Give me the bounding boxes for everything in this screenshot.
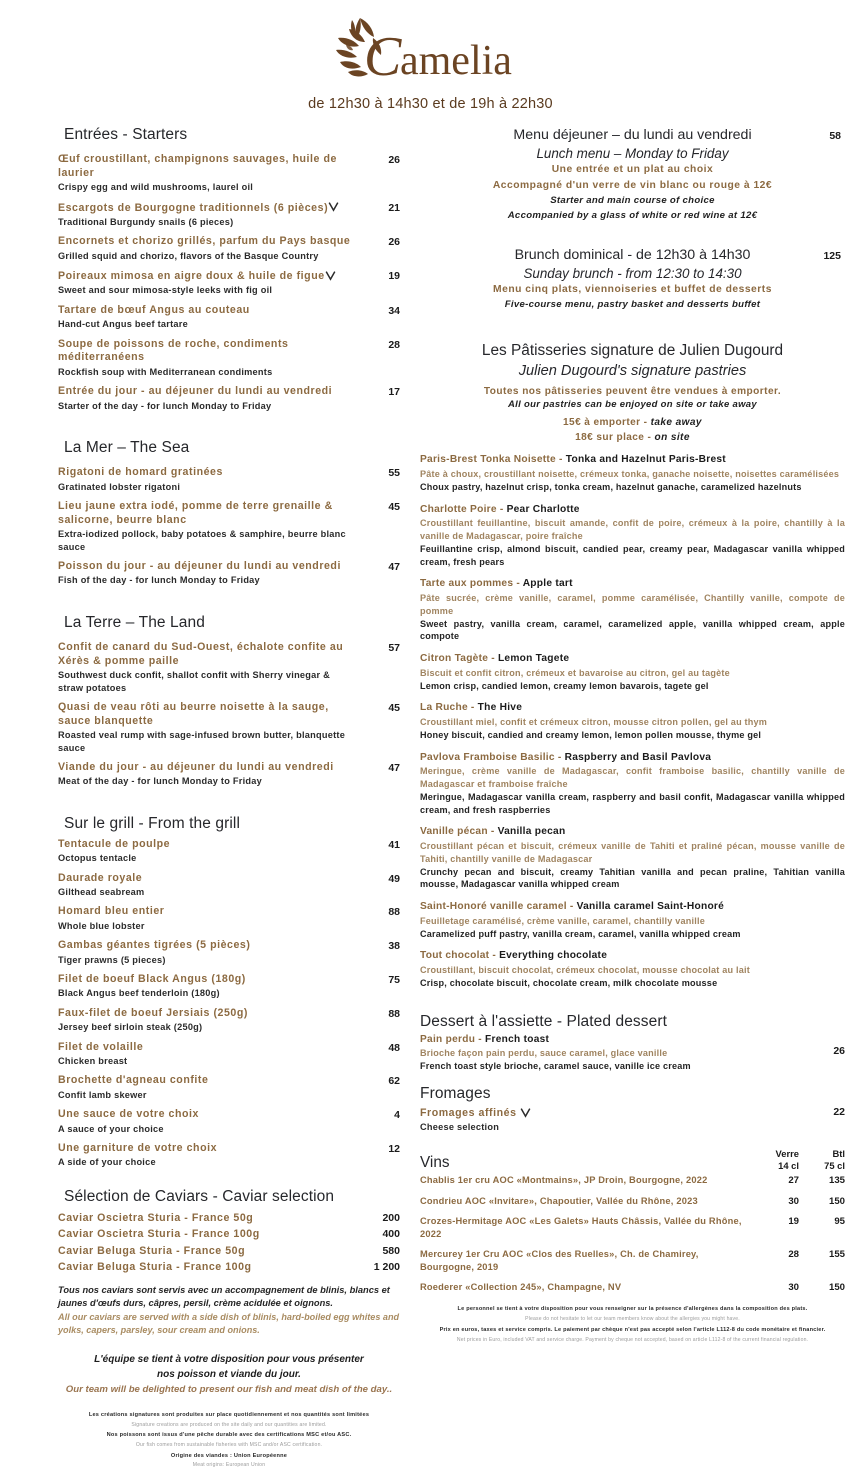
menu-item-name-fr: Une sauce de votre choix	[58, 1108, 199, 1121]
dessert-block	[420, 1013, 845, 1073]
pastry-desc-fr: Pâte à choux, croustillant noisette, crémeux tonka, ganache noisette, noisettes caramélisées	[420, 468, 840, 479]
dessert-name-fr: Pain perdu -	[420, 1033, 486, 1045]
pastry-desc-en: Lemon crisp, candied lemon, creamy lemon bavarois, tagete gel	[420, 680, 709, 691]
wines-col-bottle-size: 75 cl	[824, 1159, 845, 1171]
lunch-menu-sub-fr-2: Accompagné d'un verre de vin blanc ou rouge à 12€	[492, 180, 773, 192]
menu-item-name-fr: Filet de volaille	[58, 1040, 144, 1053]
menu-item-name-en: Octopus tentacle	[58, 853, 137, 864]
menu-item-name-fr: Gambas géantes tigrées (5 pièces)	[58, 939, 251, 952]
pastries-list	[420, 453, 845, 989]
menu-item-price: 47	[388, 560, 400, 573]
menu-item-price: 38	[388, 940, 400, 953]
caviar-row	[58, 1211, 400, 1226]
pastry-title: Paris-Brest Tonka Noisette - Tonka and Hazelnut Paris-Brest	[420, 454, 726, 466]
lunch-menu-title-en: Lunch menu – Monday to Friday	[536, 145, 729, 161]
menu-item-name-fr: Filet de boeuf Black Angus (180g)	[58, 972, 246, 985]
menu-item-price: 57	[388, 641, 400, 654]
pastries-heading-en: Julien Dugourd's signature pastries	[518, 362, 747, 379]
camelia-logo-icon	[316, 12, 546, 88]
menu-item-name-en: Sweet and sour mimosa-style leeks with fig oil	[58, 285, 273, 296]
menu-item	[58, 385, 400, 412]
pastry-title: Citron Tagète - Lemon Tagete	[420, 653, 570, 665]
menu-item-name-en: A sauce of your choice	[58, 1123, 164, 1134]
svg-text:amelia: amelia	[399, 38, 512, 84]
wines-list	[420, 1174, 845, 1294]
caviar-note-fr: Tous nos caviars sont servis avec un accompagnement de blinis, blancs et jaunes d'œufs durs, câpres, persil, crème acidulée et oignons.	[58, 1285, 390, 1309]
menu-item	[58, 304, 400, 331]
legal-note-fr: Les créations signatures sont produites sur place quotidiennement et nos quantités sont limitées	[88, 1412, 370, 1419]
menu-item-name-en: Southwest duck confit, shallot confit with Sherry vinegar & straw potatoes	[58, 670, 331, 693]
menu-item-name-fr: Encornets et chorizo grillés, parfum du Pays basque	[58, 235, 351, 248]
pastry-desc-fr: Pâte sucrée, crème vanille, caramel, pomme caramélisée, Chantilly vanille, compote de pomme	[420, 592, 845, 616]
menu-columns	[0, 112, 861, 1471]
lunch-menu-title-fr: Menu déjeuner – du lundi au vendredi	[513, 127, 752, 143]
pastry-desc-fr: Croustillant, biscuit chocolat, crémeux chocolat, mousse chocolat au lait	[420, 964, 750, 975]
menu-item-price: 12	[388, 1142, 400, 1155]
dessert-desc-fr: Brioche façon pain perdu, sauce caramel, glace vanille	[420, 1048, 668, 1059]
pastries-note-fr: Toutes nos pâtisseries peuvent être vendues à emporter.	[483, 386, 782, 398]
menu-item	[58, 500, 400, 553]
menu-item	[58, 1108, 400, 1135]
menu-item-name-fr: Soupe de poissons de roche, condiments méditerranéens	[58, 337, 289, 364]
dessert-price: 26	[833, 1044, 845, 1057]
wine-row	[420, 1195, 845, 1208]
brunch-title-en: Sunday brunch - from 12:30 to 14:30	[523, 265, 742, 281]
menu-item	[58, 1142, 400, 1169]
brunch-block	[420, 246, 845, 313]
wine-price-glass: 30	[788, 1282, 799, 1294]
menu-item	[58, 641, 400, 694]
caviar-name: Caviar Oscietra Sturia - France 50g	[58, 1211, 254, 1224]
menu-item	[58, 939, 400, 966]
menu-item-name-en: Hand-cut Angus beef tartare	[58, 319, 188, 330]
wine-name: Roederer «Collection 245», Champagne, NV	[420, 1282, 622, 1293]
menu-item-price: 45	[388, 701, 400, 714]
caviar-row	[58, 1244, 400, 1259]
pastry-item	[420, 577, 845, 643]
payment-note-fr: Prix en euros, taxes et service compris. Le paiement par chèque n'est pas accepté selon l'article L112-8 du code monétaire et financier.	[439, 1326, 826, 1333]
pastry-title: Tarte aux pommes - Apple tart	[420, 578, 573, 590]
menu-item-name-fr: Tartare de bœuf Angus au couteau	[58, 303, 250, 316]
wine-name: Crozes-Hermitage AOC «Les Galets» Hauts Châssis, Vallée du Rhône, 2022	[420, 1216, 742, 1239]
pastry-title: Charlotte Poire - Pear Charlotte	[420, 503, 580, 515]
menu-header	[0, 0, 861, 112]
wine-name: Condrieu AOC «Invitare», Chapoutier, Vallée du Rhône, 2023	[420, 1195, 698, 1206]
team-note-line3: Our team will be delighted to present our fish and meat dish of the day..	[65, 1384, 393, 1396]
menu-item-name-fr: Une garniture de votre choix	[58, 1141, 218, 1154]
legal-note-fr: Nos poissons sont issus d'une pêche durable avec des certifications MSC et/ou ASC.	[106, 1432, 352, 1439]
pastry-title: Saint-Honoré vanille caramel - Vanilla caramel Saint-Honoré	[420, 901, 725, 913]
pastry-desc-en: Caramelized puff pastry, vanilla cream, caramel, vanilla whipped cream	[420, 928, 741, 939]
wines-col-glass-label: Verre	[775, 1147, 799, 1159]
right-column	[400, 126, 861, 1471]
restaurant-logo	[0, 10, 861, 88]
wines-block	[420, 1148, 845, 1294]
wine-price-glass: 30	[788, 1195, 799, 1207]
menu-item-name-fr: Quasi de veau rôti au beurre noisette à la sauge, sauce blanquette	[58, 700, 329, 727]
menu-item-price: 21	[388, 201, 400, 214]
pastry-desc-en: Crunchy pecan and biscuit, creamy Tahitian vanilla and pecan praline, Tahitian vanilla mousse, Madagascar vanilla whipped cream	[420, 866, 845, 890]
pastries-block	[420, 341, 845, 989]
section-heading-sea: La Mer – The Sea	[64, 439, 190, 457]
svg-text:C: C	[363, 26, 401, 88]
menu-item-name-fr: Poisson du jour - au déjeuner du lundi au vendredi	[58, 559, 341, 572]
section-heading-wines: Vins	[420, 1154, 450, 1172]
lunch-menu-sub-fr-1: Une entrée et un plat au choix	[551, 164, 714, 176]
cheese-name-fr-text: Fromages affinés	[420, 1106, 517, 1119]
sea-list	[58, 466, 400, 587]
menu-item-price: 75	[388, 973, 400, 986]
menu-item-name-fr: Poireaux mimosa en aigre doux & huile de figue	[58, 269, 352, 284]
menu-item-name-fr: Daurade royale	[58, 871, 143, 884]
pastry-desc-fr: Feuilletage caramélisé, crème vanille, caramel, chantilly vanille	[420, 915, 705, 926]
menu-item	[58, 838, 400, 865]
section-heading-starters: Entrées - Starters	[64, 126, 188, 143]
caviar-price: 200	[382, 1211, 400, 1224]
pastry-desc-en: Sweet pastry, vanilla cream, caramel, caramelized apple, vanilla whipped cream, apple compote	[420, 618, 845, 642]
menu-item-price: 26	[388, 154, 400, 166]
menu-item	[58, 201, 400, 229]
pastry-item	[420, 825, 845, 891]
menu-item-price: 62	[388, 1075, 400, 1088]
menu-item-name-en: Rockfish soup with Mediterranean condiments	[58, 366, 273, 377]
pastries-price-takeaway-amount: 15€ à emporter -	[563, 417, 651, 429]
caviar-row	[58, 1260, 400, 1275]
menu-item-name-fr: Faux-filet de boeuf Jersiais (250g)	[58, 1006, 248, 1019]
wines-col-bottle	[799, 1148, 845, 1172]
menu-item-name-en: Meat of the day - for lunch Monday to Friday	[58, 776, 262, 787]
wines-col-glass-size: 14 cl	[778, 1159, 799, 1171]
pastries-price-onsite-label: on site	[654, 432, 690, 444]
pastry-desc-fr: Biscuit et confit citron, crémeux et bavaroise au citron, gel au tagète	[420, 667, 730, 678]
menu-item	[58, 1007, 400, 1034]
caviar-price: 580	[382, 1244, 400, 1257]
menu-item-price: 45	[388, 500, 400, 513]
menu-item-name-en: Gratinated lobster rigatoni	[58, 481, 181, 492]
payment-note-en: Net prices in Euro, included VAT and service charge. Payment by cheque not accepted, based on article L112-8 of the current financial regulation.	[456, 1336, 809, 1343]
legal-note-en: Meat origins: European Union	[192, 1462, 266, 1469]
wines-col-bottle-label: Btl	[832, 1147, 845, 1159]
wine-price-bottle: 155	[828, 1249, 845, 1261]
pastry-item	[420, 701, 845, 741]
menu-item	[58, 872, 400, 899]
menu-item-name-en: Whole blue lobster	[58, 920, 145, 931]
caviar-name: Caviar Beluga Sturia - France 50g	[58, 1244, 246, 1257]
pastry-desc-fr: Croustillant miel, confit et crémeux citron, mousse citron pollen, gel au thym	[420, 716, 768, 727]
pastries-price-onsite-amount: 18€ sur place -	[575, 432, 655, 444]
wine-price-glass: 19	[788, 1216, 799, 1228]
dessert-row	[420, 1033, 845, 1073]
section-heading-dessert: Dessert à l'assiette - Plated dessert	[420, 1012, 668, 1030]
right-footer	[420, 1304, 845, 1346]
section-heading-grill: Sur le grill - From the grill	[64, 814, 241, 832]
menu-item-name-en: Roasted veal rump with sage-infused brown butter, blanquette sauce	[58, 730, 346, 753]
menu-item-name-fr: Entrée du jour - au déjeuner du lundi au vendredi	[58, 385, 333, 398]
pastry-item	[420, 900, 845, 940]
cheese-name-fr	[420, 1106, 801, 1121]
caviar-price: 1 200	[373, 1261, 400, 1274]
pastry-title: La Ruche - The Hive	[420, 702, 523, 714]
pastry-desc-fr: Croustillant pécan et biscuit, crémeux vanille de Tahiti et praliné pécan, mousse vanille de Tahiti, chantilly vanille de Madagascar	[420, 840, 845, 864]
wine-price-bottle: 150	[828, 1282, 845, 1294]
menu-item	[58, 1041, 400, 1068]
menu-item-name-en: Starter of the day - for lunch Monday to Friday	[58, 400, 272, 411]
pastries-heading-fr: Les Pâtisseries signature de Julien Dugourd	[481, 342, 784, 360]
cheese-block	[420, 1085, 845, 1134]
land-list	[58, 641, 400, 788]
caviar-name: Caviar Oscietra Sturia - France 100g	[58, 1228, 260, 1241]
menu-item-price: 17	[388, 386, 400, 399]
menu-item-price: 34	[388, 304, 400, 317]
left-column	[0, 126, 400, 1471]
brunch-title-fr: Brunch dominical - de 12h30 à 14h30	[514, 247, 751, 264]
grill-list	[58, 838, 400, 1169]
lunch-menu-price: 58	[829, 130, 841, 142]
caviar-note	[58, 1284, 400, 1337]
left-footer	[58, 1353, 400, 1471]
caviar-list	[58, 1211, 400, 1275]
wine-name: Chablis 1er cru AOC «Montmains», JP Droin, Bourgogne, 2022	[420, 1175, 708, 1186]
brunch-sub-fr: Menu cinq plats, viennoiseries et buffet de desserts	[493, 284, 772, 296]
opening-hours: de 12h30 à 14h30 et de 19h à 22h30	[308, 96, 553, 112]
cheese-row	[420, 1106, 845, 1134]
menu-item-price: 19	[388, 270, 400, 283]
team-note-line2: nos poisson et viande du jour.	[157, 1368, 301, 1380]
menu-item	[58, 1074, 400, 1101]
menu-item-name-fr: Tentacule de poulpe	[58, 837, 171, 850]
caviar-name: Caviar Beluga Sturia - France 100g	[58, 1261, 252, 1274]
menu-item	[58, 269, 400, 297]
menu-item-name-en: Black Angus beef tenderloin (180g)	[58, 988, 220, 999]
menu-item	[58, 466, 400, 493]
pastry-title: Vanille pécan - Vanilla pecan	[420, 826, 566, 838]
wine-row	[420, 1174, 845, 1187]
menu-item	[58, 560, 400, 587]
menu-item-price: 88	[388, 906, 400, 919]
wine-row	[420, 1215, 845, 1240]
menu-item	[58, 905, 400, 932]
menu-item-name-fr: Lieu jaune extra iodé, pomme de terre grenaille & salicorne, beurre blanc	[58, 499, 333, 526]
pastries-price-onsite	[420, 432, 845, 443]
menu-item-name-en: Jersey beef sirloin steak (250g)	[58, 1022, 203, 1033]
menu-item-name-en: Traditional Burgundy snails (6 pieces)	[58, 217, 234, 228]
wine-name: Mercurey 1er Cru AOC «Clos des Ruelles», Ch. de Chamirey, Bourgogne, 2019	[420, 1249, 699, 1272]
pastry-desc-fr: Meringue, crème vanille de Madagascar, confit framboise basilic, chantilly vanille de Madagascar et framboise fraîche	[420, 765, 845, 789]
caviar-note-en: All our caviars are served with a side dish of blinis, hard-boiled egg whites and yolks, capers, parsley, sour cream and onions.	[58, 1312, 400, 1336]
menu-item-name-en: Crispy egg and wild mushrooms, laurel oil	[58, 182, 254, 193]
wine-row	[420, 1248, 845, 1273]
menu-item-name-en: Tiger prawns (5 pieces)	[58, 954, 166, 965]
caviar-price: 400	[382, 1228, 400, 1241]
menu-item-name-fr: Viande du jour - au déjeuner du lundi au vendredi	[58, 760, 334, 773]
allergen-note-en: Please do not hesitate to let our team members know about the allergies you might have.	[525, 1315, 740, 1322]
brunch-price: 125	[823, 250, 841, 263]
menu-item-name-en: Extra-iodized pollock, baby potatoes & samphire, beurre blanc sauce	[58, 529, 346, 552]
pastries-price-takeaway	[420, 417, 845, 428]
pastry-title: Pavlova Framboise Basilic - Raspberry and Basil Pavlova	[420, 751, 712, 763]
section-heading-caviar: Sélection de Caviars - Caviar selection	[64, 1187, 335, 1205]
dessert-name-en: French toast	[485, 1033, 550, 1045]
menu-item	[58, 338, 400, 379]
section-heading-land: La Terre – The Land	[64, 613, 205, 631]
legal-note-en: Signature creations are produced on the site daily and our quantities are limited.	[131, 1421, 327, 1428]
cheese-price: 22	[833, 1106, 845, 1118]
menu-item-price: 48	[388, 1041, 400, 1054]
wine-price-bottle: 95	[834, 1216, 845, 1228]
pastry-item	[420, 652, 845, 692]
pastry-title: Tout chocolat - Everything chocolate	[420, 950, 608, 962]
pastry-item	[420, 503, 845, 569]
menu-item	[58, 761, 400, 788]
menu-item-price: 49	[388, 872, 400, 885]
pastries-note-en: All our pastries can be enjoyed on site or take away	[508, 399, 757, 411]
legal-note-en: Our fish comes from sustainable fisheries with MSC and/or ASC certification.	[135, 1442, 323, 1449]
menu-item	[58, 235, 400, 262]
brunch-sub-en: Five-course menu, pastry basket and desserts buffet	[504, 299, 761, 311]
menu-item	[58, 701, 400, 754]
menu-item-price: 88	[388, 1007, 400, 1020]
team-note-line1: L'équipe se tient à votre disposition pour vous présenter	[94, 1354, 364, 1366]
pastry-desc-en: Feuillantine crisp, almond biscuit, candied pear, creamy pear, Madagascar vanilla whipped cream, fresh pears	[420, 543, 845, 567]
starters-list	[58, 153, 400, 412]
wine-price-glass: 28	[788, 1249, 799, 1261]
vegetarian-icon	[520, 1106, 536, 1120]
cheese-name-en: Cheese selection	[420, 1122, 500, 1133]
menu-item-name-fr: Brochette d'agneau confite	[58, 1074, 209, 1087]
vegetarian-icon	[328, 201, 344, 215]
menu-item-name-en: Gilthead seabream	[58, 887, 145, 898]
lunch-menu-block	[420, 126, 845, 224]
wines-header	[420, 1148, 845, 1172]
vegetarian-icon	[325, 269, 341, 283]
pastry-item	[420, 751, 845, 817]
menu-item-price: 47	[388, 761, 400, 774]
pastry-desc-en: Honey biscuit, candied and creamy lemon, lemon pollen mousse, thyme gel	[420, 729, 762, 740]
menu-item-name-en: A side of your choice	[58, 1157, 156, 1168]
pastry-desc-en: Crisp, chocolate biscuit, chocolate cream, milk chocolate mousse	[420, 977, 718, 988]
dessert-desc-en: French toast style brioche, caramel sauce, vanille ice cream	[420, 1061, 691, 1072]
legal-notes	[64, 1410, 394, 1471]
wine-price-glass: 27	[788, 1175, 799, 1187]
dessert-name	[420, 1033, 801, 1048]
menu-item-price: 4	[394, 1109, 400, 1122]
wines-col-glass	[753, 1148, 799, 1172]
pastry-item	[420, 949, 845, 989]
menu-item-name-en: Chicken breast	[58, 1056, 128, 1066]
wine-price-bottle: 135	[828, 1175, 845, 1187]
menu-item	[58, 973, 400, 1000]
section-heading-cheese: Fromages	[420, 1085, 491, 1102]
pastry-item	[420, 453, 845, 493]
menu-item-name-en: Confit lamb skewer	[58, 1089, 147, 1100]
pastries-price-takeaway-label: take away	[650, 417, 702, 429]
menu-item-price: 28	[388, 338, 400, 351]
menu-item-name-fr: Rigatoni de homard gratinées	[58, 466, 223, 479]
caviar-row	[58, 1227, 400, 1242]
pastry-desc-fr: Croustillant feuillantine, biscuit amande, confit de poire, crémeux à la poire, chantilly à la vanille de Madagascar, poire fraîche	[420, 517, 845, 541]
wine-row	[420, 1281, 845, 1294]
allergen-note-fr: Le personnel se tient à votre disposition pour vous renseigner sur la présence d'allergènes dans la composition des plats.	[457, 1305, 808, 1312]
pastry-desc-en: Meringue, Madagascar vanilla cream, raspberry and basil confit, Madagascar vanilla whipped cream, and fresh raspberries	[420, 791, 845, 815]
pastry-desc-en: Choux pastry, hazelnut crisp, tonka cream, hazelnut ganache, caramelized hazelnuts	[420, 481, 802, 492]
menu-item-name-fr: Escargots de Bourgogne traditionnels (6 pièces)	[58, 201, 352, 216]
lunch-menu-sub-en-2: Accompanied by a glass of white or red wine at 12€	[507, 210, 758, 222]
menu-item	[58, 153, 400, 194]
menu-item-price: 26	[388, 236, 400, 249]
menu-item-name-en: Fish of the day - for lunch Monday to Friday	[58, 575, 260, 586]
menu-item-name-fr: Homard bleu entier	[58, 905, 165, 918]
menu-item-name-fr: Œuf croustillant, champignons sauvages, huile de laurier	[58, 153, 337, 179]
lunch-menu-sub-en-1: Starter and main course of choice	[550, 195, 715, 207]
legal-note-fr: Origine des viandes : Union Européenne	[170, 1452, 288, 1459]
menu-item-name-en: Grilled squid and chorizo, flavors of the Basque Country	[58, 250, 319, 261]
menu-item-price: 55	[388, 467, 400, 480]
wine-price-bottle: 150	[828, 1195, 845, 1207]
menu-item-price: 41	[388, 838, 400, 851]
menu-item-name-fr: Confit de canard du Sud-Ouest, échalote confite au Xérès & pomme paille	[58, 640, 344, 667]
